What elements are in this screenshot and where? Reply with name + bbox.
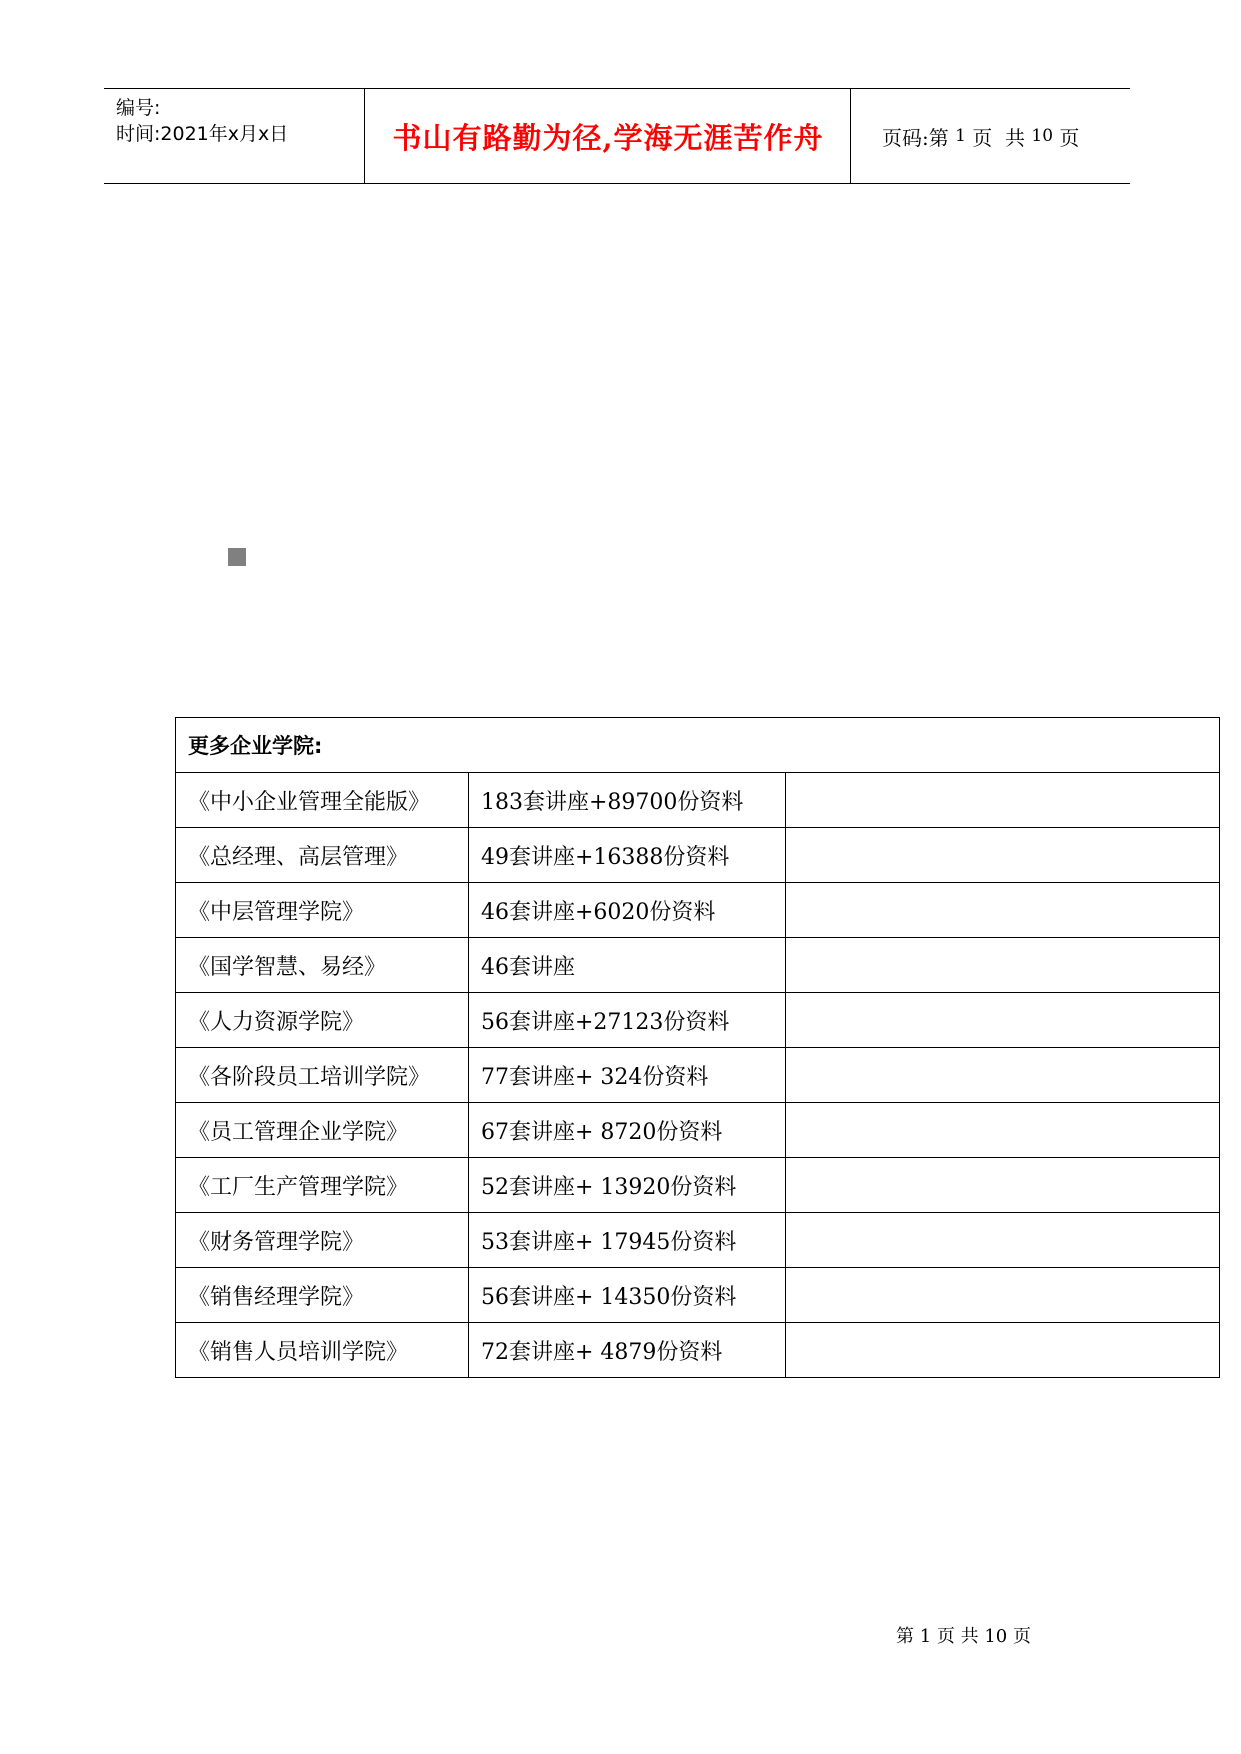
academy-desc-cell: 77套讲座+ 324份资料 [469,1048,786,1103]
academy-extra-cell [786,993,1220,1048]
academy-name-cell: 《中层管理学院》 [176,883,469,938]
academy-extra-cell [786,1213,1220,1268]
academy-extra-cell [786,883,1220,938]
header-motto: 书山有路勤为径,学海无涯苦作舟 [392,120,824,155]
academy-name-cell: 《中小企业管理全能版》 [176,773,469,828]
academy-desc-cell: 49套讲座+16388份资料 [469,828,786,883]
gray-square-marker [228,548,246,566]
academy-table [175,717,1220,1378]
page-header [104,88,1130,184]
table-row [176,1323,1220,1378]
academy-name-cell: 《人力资源学院》 [176,993,469,1048]
table-heading-row [176,718,1220,773]
academy-extra-cell [786,1268,1220,1323]
table-row [176,828,1220,883]
table-row [176,773,1220,828]
table-row [176,1158,1220,1213]
academy-name-cell: 《总经理、高层管理》 [176,828,469,883]
academy-name-cell: 《工厂生产管理学院》 [176,1158,469,1213]
table-heading: 更多企业学院: [176,718,1220,773]
table-row [176,883,1220,938]
page-suffix: 页 [1053,125,1080,150]
number-label: 编号: [116,97,161,119]
academy-extra-cell [786,938,1220,993]
header-meta [104,89,364,183]
academy-desc-cell: 72套讲座+ 4879份资料 [469,1323,786,1378]
table-row [176,1268,1220,1323]
academy-desc-cell: 46套讲座+6020份资料 [469,883,786,938]
academy-name-cell: 《销售经理学院》 [176,1268,469,1323]
academy-extra-cell [786,1158,1220,1213]
academy-desc-cell: 67套讲座+ 8720份资料 [469,1103,786,1158]
table-row [176,1213,1220,1268]
page-prefix: 页码:第 [882,125,956,150]
time-label: 时间:2021年x月x日 [116,123,289,145]
academy-name-cell: 《员工管理企业学院》 [176,1103,469,1158]
header-divider [364,89,365,183]
academy-name-cell: 《各阶段员工培训学院》 [176,1048,469,1103]
academy-name-cell: 《财务管理学院》 [176,1213,469,1268]
academy-desc-cell: 52套讲座+ 13920份资料 [469,1158,786,1213]
table-row [176,1103,1220,1158]
academy-extra-cell [786,773,1220,828]
academy-name-cell: 《国学智慧、易经》 [176,938,469,993]
academy-name-cell: 《销售人员培训学院》 [176,1323,469,1378]
academy-desc-cell: 56套讲座+27123份资料 [469,993,786,1048]
page-current: 1 [955,126,966,146]
academy-desc-cell: 46套讲座 [469,938,786,993]
page-mid: 页 共 [965,125,1032,150]
academy-desc-cell: 56套讲座+ 14350份资料 [469,1268,786,1323]
header-divider [850,89,851,183]
academy-extra-cell [786,828,1220,883]
academy-extra-cell [786,1048,1220,1103]
table-row [176,938,1220,993]
table-row [176,993,1220,1048]
academy-extra-cell [786,1323,1220,1378]
header-page-number [870,89,1079,183]
academy-desc-cell: 53套讲座+ 17945份资料 [469,1213,786,1268]
academy-extra-cell [786,1103,1220,1158]
table-row [176,1048,1220,1103]
page-footer: 第 1 页 共 10 页 [896,1626,1031,1647]
academy-desc-cell: 183套讲座+89700份资料 [469,773,786,828]
page-total: 10 [1031,126,1054,146]
